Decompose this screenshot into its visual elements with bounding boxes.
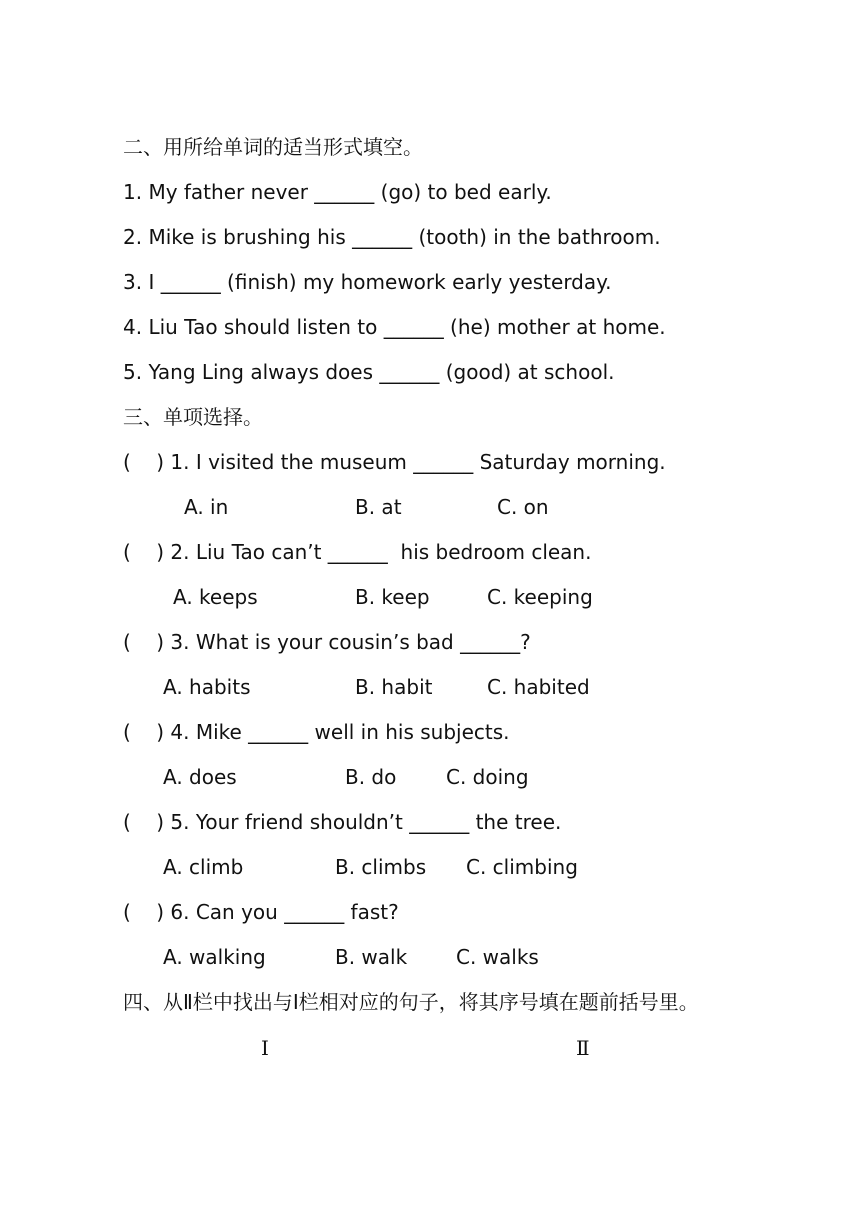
mc-q6-option-c: C. walks [456, 945, 539, 969]
fill-item-4: 4. Liu Tao should listen to ______ (he) mother at home. [123, 315, 666, 339]
mc-q2-option-a: A. keeps [173, 585, 258, 609]
mc-question-2: ( ) 2. Liu Tao can’t ______ his bedroom clean. [123, 540, 592, 564]
mc-q1-option-c: C. on [497, 495, 549, 519]
fill-item-2: 2. Mike is brushing his ______ (tooth) in the bathroom. [123, 225, 661, 249]
mc-q2-option-c: C. keeping [487, 585, 593, 609]
mc-q4-option-a: A. does [163, 765, 237, 789]
mc-question-6: ( ) 6. Can you ______ fast? [123, 900, 399, 924]
mc-q5-option-b: B. climbs [335, 855, 427, 879]
mc-q5-option-c: C. climbing [466, 855, 578, 879]
mc-q1-option-a: A. in [184, 495, 229, 519]
column-1-heading: Ⅰ [261, 1036, 269, 1060]
mc-q6-option-a: A. walking [163, 945, 266, 969]
mc-q5-option-a: A. climb [163, 855, 244, 879]
column-2-heading: Ⅱ [576, 1036, 590, 1060]
mc-q6-option-b: B. walk [335, 945, 408, 969]
mc-q4-option-b: B. do [345, 765, 397, 789]
mc-question-3: ( ) 3. What is your cousin’s bad ______? [123, 630, 531, 654]
fill-item-1: 1. My father never ______ (go) to bed early. [123, 180, 552, 204]
mc-q2-option-b: B. keep [355, 585, 430, 609]
fill-item-3: 3. I ______ (finish) my homework early yesterday. [123, 270, 612, 294]
section-2-heading: 二、用所给单词的适当形式填空。 [123, 135, 423, 159]
mc-q3-option-c: C. habited [487, 675, 590, 699]
mc-q4-option-c: C. doing [446, 765, 529, 789]
mc-question-4: ( ) 4. Mike ______ well in his subjects. [123, 720, 510, 744]
mc-question-1: ( ) 1. I visited the museum ______ Saturday morning. [123, 450, 666, 474]
section-3-heading: 三、单项选择。 [123, 405, 263, 429]
mc-q1-option-b: B. at [355, 495, 402, 519]
mc-q3-option-b: B. habit [355, 675, 433, 699]
section-4-heading: 四、从Ⅱ栏中找出与Ⅰ栏相对应的句子，将其序号填在题前括号里。 [123, 990, 699, 1014]
mc-q3-option-a: A. habits [163, 675, 251, 699]
fill-item-5: 5. Yang Ling always does ______ (good) at school. [123, 360, 615, 384]
mc-question-5: ( ) 5. Your friend shouldn’t ______ the tree. [123, 810, 562, 834]
